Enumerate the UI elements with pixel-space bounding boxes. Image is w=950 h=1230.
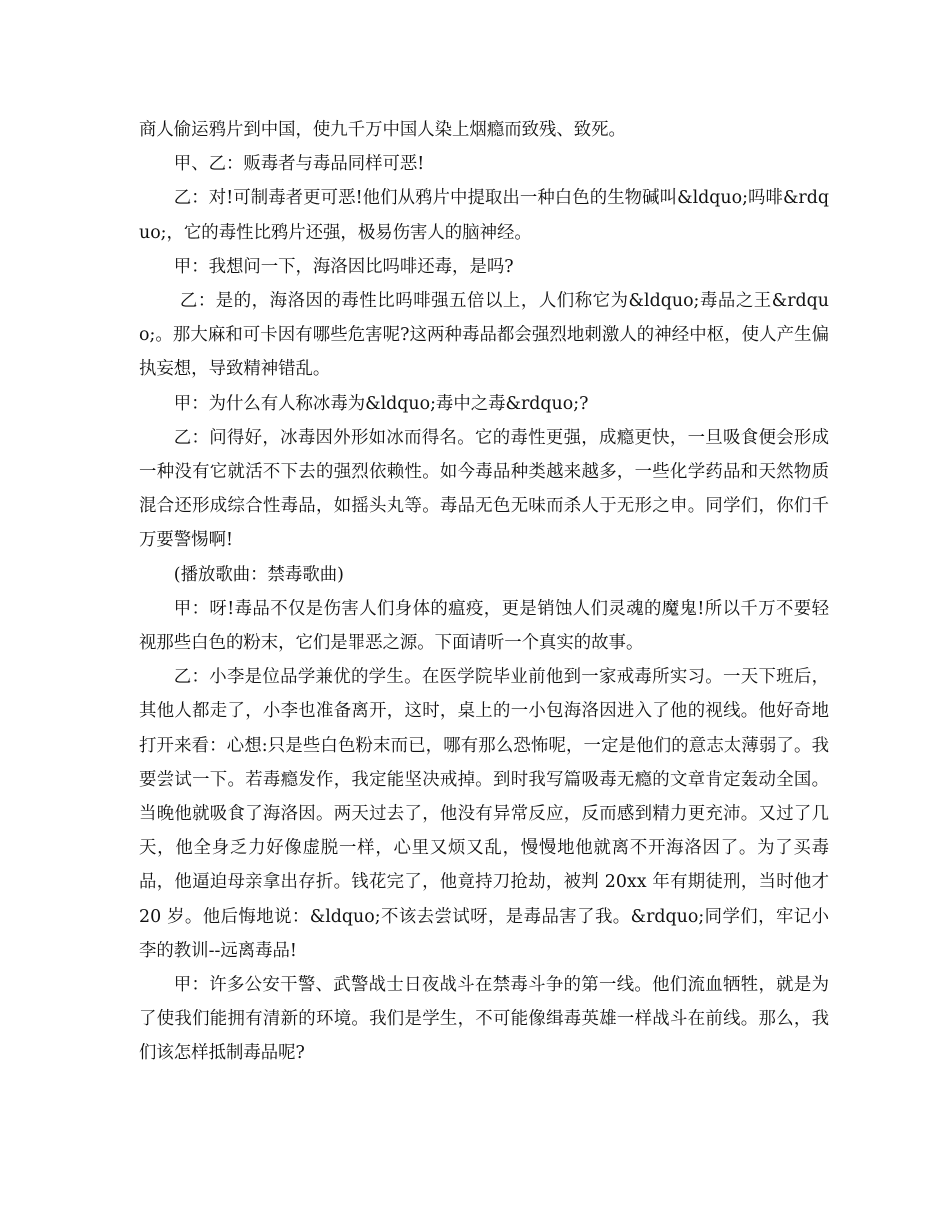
paragraph: 甲、乙：贩毒者与毒品同样可恶!	[173, 154, 425, 175]
paragraph: (播放歌曲：禁毒歌曲)	[173, 564, 344, 585]
paragraph: 甲：许多公安干警、武警战士日夜战斗在禁毒斗争的第一线。他们流血牺牲，就是为了使我们能拥有清新的环境。我们是学生，不可能像缉毒英雄一样战斗在前线。那么，我们该怎样抵制毒品呢?	[139, 975, 829, 1064]
paragraph: 乙：问得好，冰毒因外形如冰而得名。它的毒性更强，成瘾更快，一旦吸食便会形成一种没有它就活不下去的强烈依赖性。如今毒品种类越来越多，一些化学药品和天然物质混合还形成综合性毒品，如摇头丸等。毒品无色无味而杀人于无形之申。同学们，你们千万要警惕啊!	[139, 427, 829, 551]
document-body	[139, 113, 835, 1071]
paragraph: 甲：我想问一下，海洛因比吗啡还毒，是吗?	[173, 256, 514, 277]
paragraph: 甲：为什么有人称冰毒为&ldquo;毒中之毒&rdquo;?	[173, 393, 589, 414]
paragraph-continued: 商人偷运鸦片到中国，使九千万中国人染上烟瘾而致残、致死。	[139, 120, 626, 140]
paragraph: 乙：是的，海洛因的毒性比吗啡强五倍以上，人们称它为&ldquo;毒品之王&rdquo;。那大麻和可卡因有哪些危害呢?这两种毒品都会强烈地刺激人的神经中枢，使人产生偏执妄想，导致精神错乱。	[139, 291, 829, 380]
paragraph: 甲：呀!毒品不仅是伤害人们身体的瘟疫，更是销蚀人们灵魂的魔鬼!所以千万不要轻视那些白色的粉末，它们是罪恶之源。下面请听一个真实的故事。	[139, 598, 829, 654]
paragraph: 乙：对!可制毒者更可恶!他们从鸦片中提取出一种白色的生物碱叫&ldquo;吗啡&rdquo;，它的毒性比鸦片还强，极易伤害人的脑神经。	[139, 188, 829, 243]
paragraph: 乙：小李是位品学兼优的学生。在医学院毕业前他到一家戒毒所实习。一天下班后，其他人都走了，小李也准备离开，这时，桌上的一小包海洛因进入了他的视线。他好奇地打开来看：心想:只是些白色粉末而已，哪有那么恐怖呢，一定是他们的意志太薄弱了。我要尝试一下。若毒瘾发作，我定能坚决戒掉。到时我写篇吸毒无瘾的文章肯定轰动全国。当晚他就吸食了海洛因。两天过去了，他没有异常反应，反而感到精力更充沛。又过了几天，他全身乏力好像虚脱一样，心里又烦又乱，慢慢地他就离不开海洛因了。为了买毒品，他逼迫母亲拿出存折。钱花完了，他竟持刀抢劫，被判 20xx 年有期徒刑，当时他才 20 岁。他后悔地说：&ldquo;不该去尝试呀，是毒品害了我。&rdquo;同学们，牢记小李的教训--远离毒品!	[139, 667, 835, 961]
